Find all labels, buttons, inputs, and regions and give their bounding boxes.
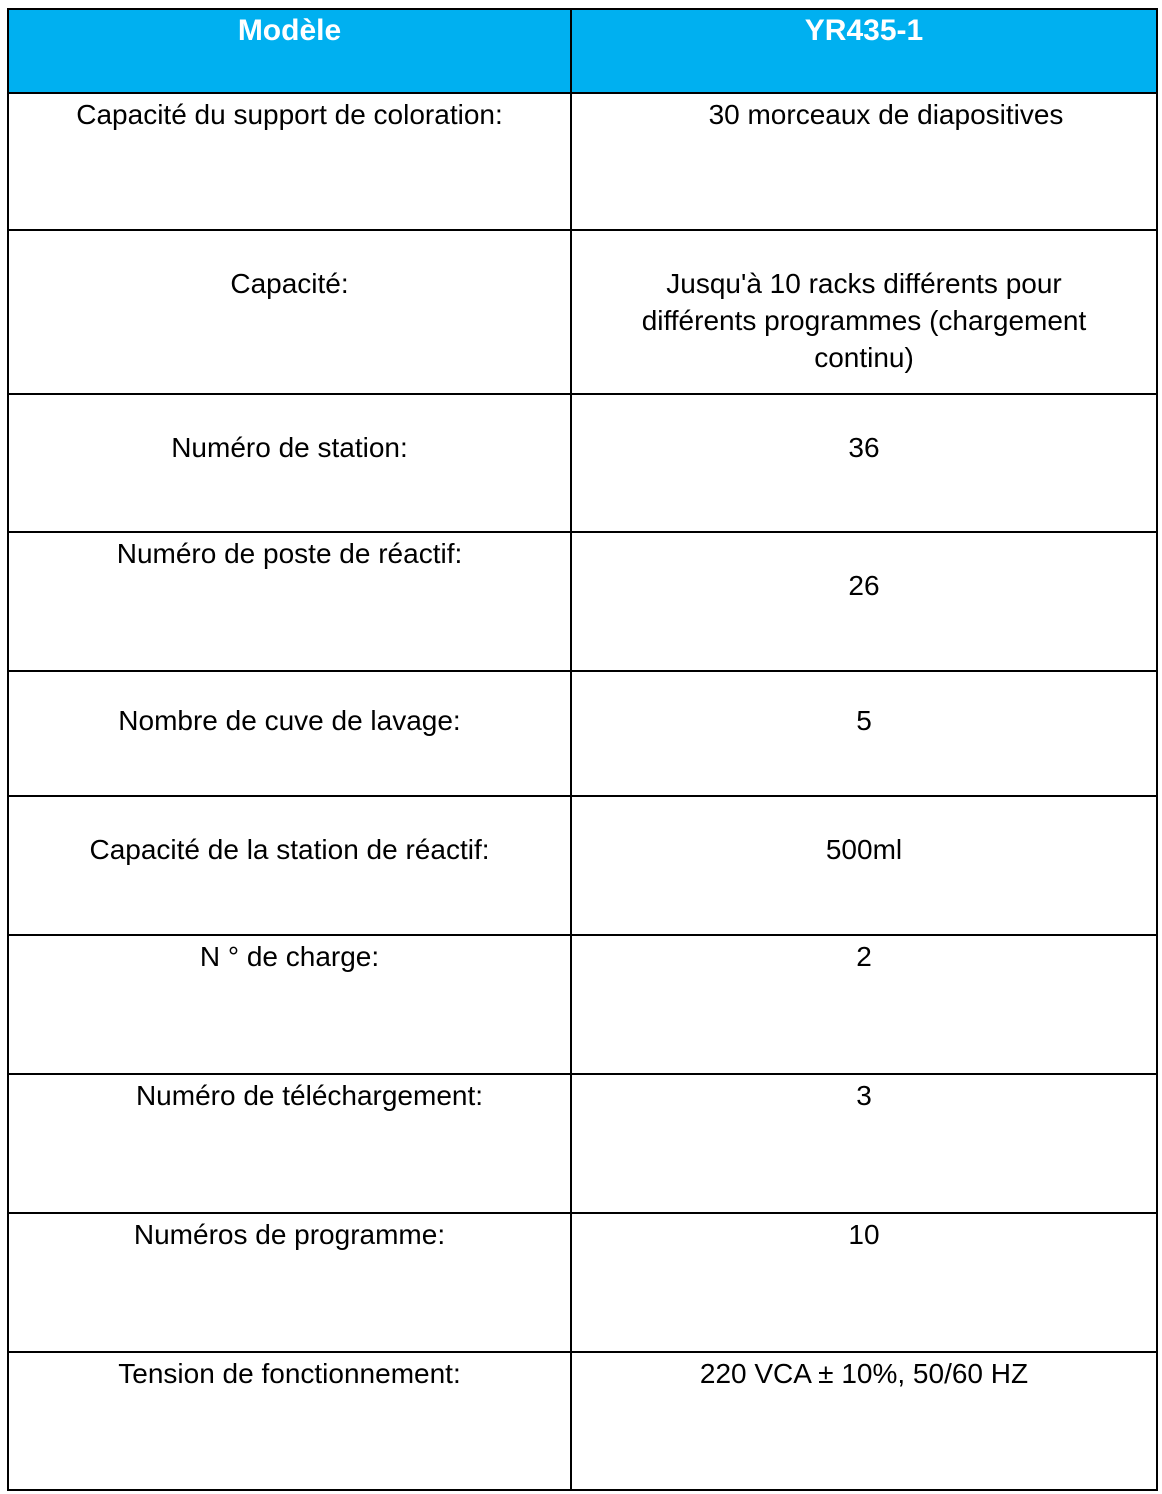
row-value: 5 — [571, 671, 1157, 796]
table-row — [8, 532, 1157, 671]
row-value: 30 morceaux de diapositives — [571, 93, 1157, 230]
table-row — [8, 1213, 1157, 1352]
table-row — [8, 93, 1157, 230]
table-row — [8, 796, 1157, 935]
row-label: Nombre de cuve de lavage: — [8, 671, 571, 796]
header-model-label: Modèle — [8, 9, 571, 93]
row-label: Numéro de téléchargement: — [8, 1074, 571, 1213]
row-label: Numéros de programme: — [8, 1213, 571, 1352]
row-label: Capacité: — [8, 230, 571, 394]
row-value: 220 VCA ± 10%, 50/60 HZ — [571, 1352, 1157, 1490]
row-value: 26 — [571, 532, 1157, 671]
row-label: N ° de charge: — [8, 935, 571, 1074]
header-row — [8, 9, 1157, 93]
row-value: 3 — [571, 1074, 1157, 1213]
header-model-value: YR435-1 — [571, 9, 1157, 93]
row-label: Tension de fonctionnement: — [8, 1352, 571, 1490]
table-row — [8, 671, 1157, 796]
spec-table — [7, 8, 1158, 1491]
table-row — [8, 1352, 1157, 1490]
table-row — [8, 1074, 1157, 1213]
table-row — [8, 230, 1157, 394]
table-row — [8, 394, 1157, 532]
row-label: Capacité du support de coloration: — [8, 93, 571, 230]
row-label: Numéro de station: — [8, 394, 571, 532]
row-value: 2 — [571, 935, 1157, 1074]
row-value: 500ml — [571, 796, 1157, 935]
row-value: 10 — [571, 1213, 1157, 1352]
row-label: Capacité de la station de réactif: — [8, 796, 571, 935]
row-value: 36 — [571, 394, 1157, 532]
table-row — [8, 935, 1157, 1074]
row-value: Jusqu'à 10 racks différents pour différents programmes (chargement continu) — [571, 230, 1157, 394]
row-label: Numéro de poste de réactif: — [8, 532, 571, 671]
